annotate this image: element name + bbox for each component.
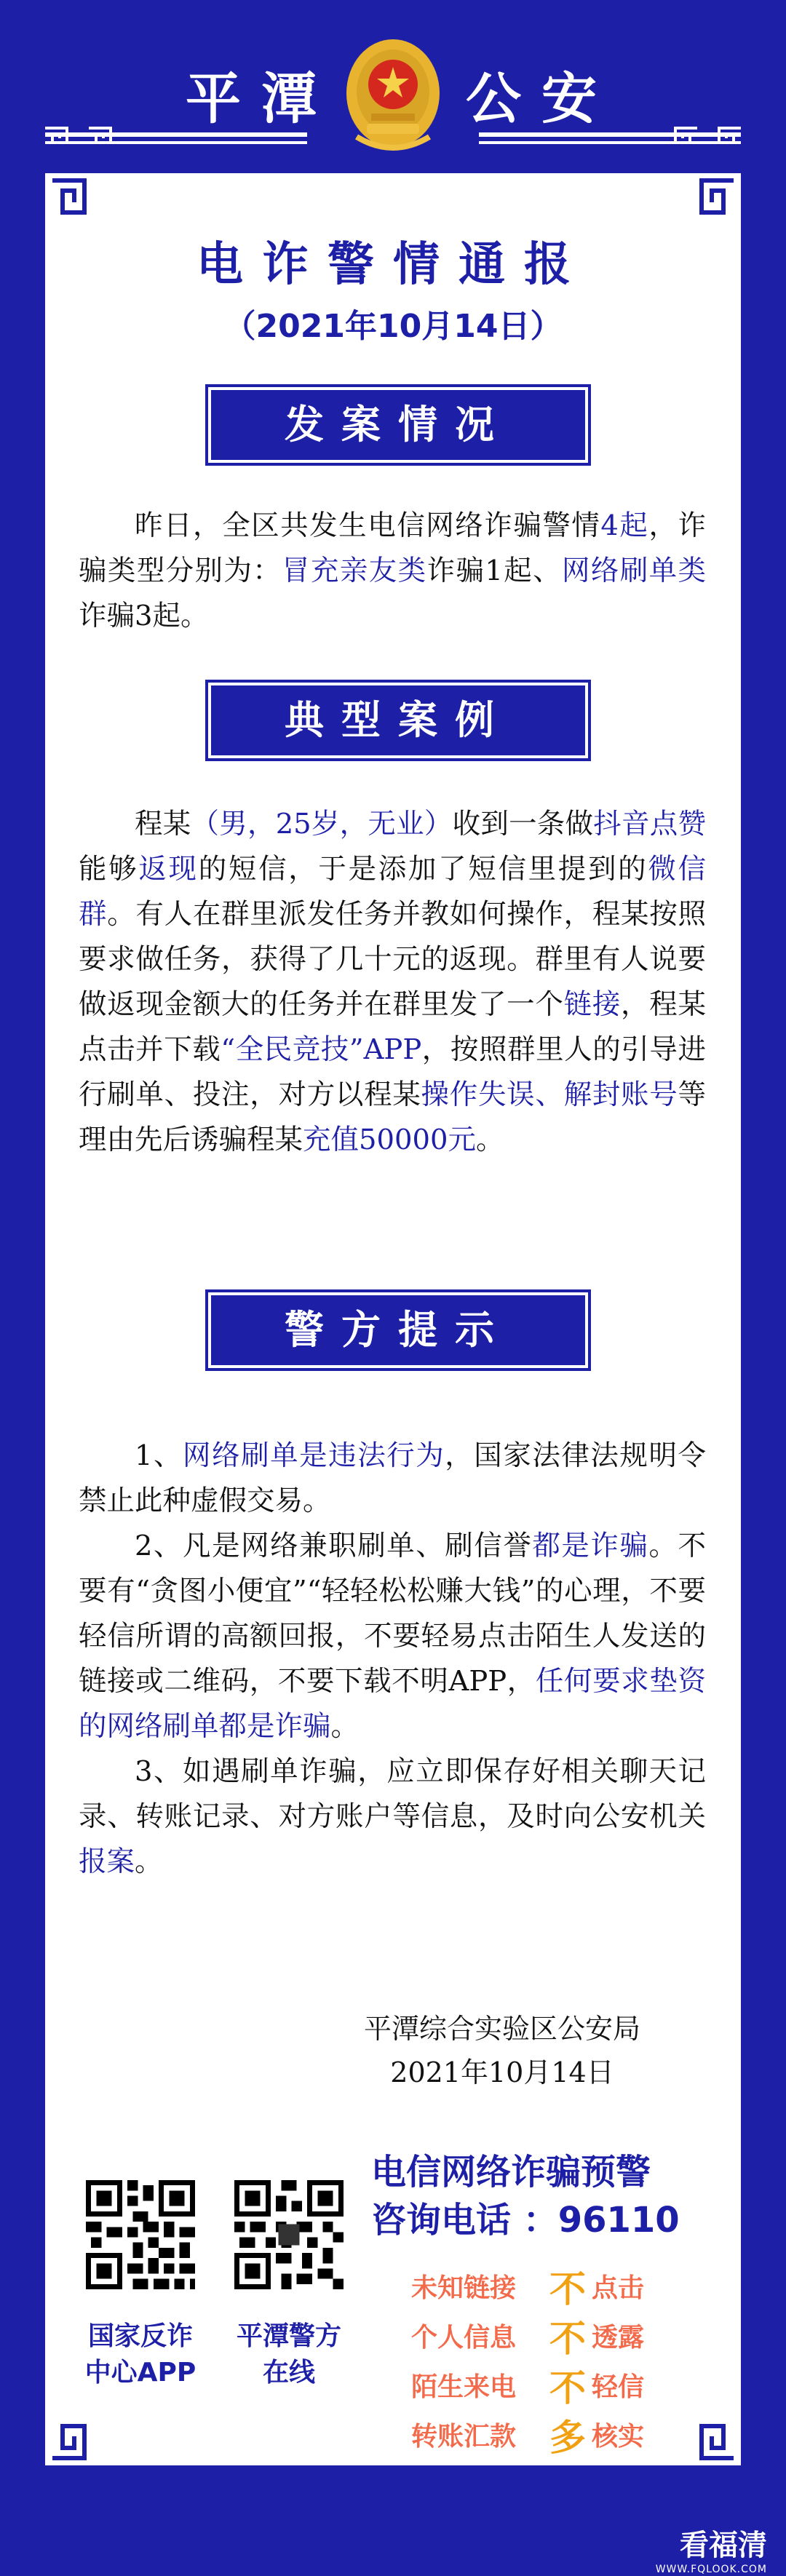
text: 程某 bbox=[135, 808, 191, 840]
text: 。 bbox=[135, 1845, 163, 1878]
warning-subject: 陌生来电 bbox=[411, 2372, 517, 2402]
police-emblem-icon bbox=[342, 35, 444, 151]
warning-action: 核实 bbox=[592, 2422, 645, 2452]
highlight: 任何要求垫资的网络刷单都是诈骗 bbox=[79, 1665, 706, 1743]
section-header-incidents bbox=[211, 390, 585, 460]
text: 等理由先后诱骗程某 bbox=[79, 1078, 706, 1156]
police-tips-text bbox=[79, 1434, 706, 1885]
text: 诈骗1起、 bbox=[426, 554, 562, 587]
text: 。 bbox=[330, 1710, 360, 1743]
qr-code-pingtan-police[interactable] bbox=[234, 2180, 344, 2289]
watermark-logo bbox=[656, 2522, 767, 2575]
watermark-text: 看福清 bbox=[680, 2529, 767, 2562]
warning-row bbox=[411, 2263, 702, 2310]
qr-label-line: 国家反诈 bbox=[87, 2321, 193, 2351]
warning-action: 点击 bbox=[592, 2273, 645, 2303]
warning-action: 轻信 bbox=[592, 2372, 645, 2402]
section-label: 典型案例 bbox=[285, 697, 512, 743]
typical-case-text bbox=[79, 802, 706, 1163]
warning-subject: 未知链接 bbox=[411, 2273, 517, 2303]
text: ，按照群里人的引导进行刷单、投注，对方以程某 bbox=[79, 1033, 706, 1111]
watermark-url: WWW.FQLOOK.COM bbox=[655, 2564, 767, 2575]
highlight: 4起 bbox=[600, 509, 649, 542]
highlight: 返现 bbox=[138, 853, 199, 886]
text: ，国家法律法规明令禁止此种虚假交易。 bbox=[79, 1439, 706, 1517]
highlight: （男，25岁，无业） bbox=[191, 808, 453, 840]
warning-subject: 个人信息 bbox=[411, 2323, 517, 2353]
qr-label-line: 平潭警方 bbox=[236, 2321, 341, 2351]
header-decoration-right bbox=[479, 122, 741, 148]
text: 能够 bbox=[79, 853, 139, 886]
warning-glyph: 不 bbox=[549, 2268, 586, 2310]
highlight: 冒充亲友类 bbox=[282, 554, 427, 587]
text: ，程某点击并下载 bbox=[79, 988, 706, 1066]
qr-label-line: 在线 bbox=[262, 2358, 315, 2388]
section-label: 发案情况 bbox=[285, 402, 512, 448]
header-decoration-left bbox=[45, 122, 307, 148]
text: 2、凡是网络兼职刷单、刷信誉 bbox=[135, 1530, 533, 1562]
text: 1、 bbox=[135, 1439, 183, 1472]
warning-glyph: 不 bbox=[549, 2318, 586, 2360]
highlight: 操作失误、解封账号 bbox=[421, 1078, 678, 1111]
qr-code-anti-fraud-app[interactable] bbox=[86, 2180, 195, 2289]
report-date: （2021年10月14日） bbox=[223, 308, 563, 345]
signature-org: 平潭综合实验区公安局 bbox=[363, 2013, 640, 2045]
fraud-warning-title bbox=[371, 2148, 735, 2244]
text: 。不要有“贪图小便宜”“轻轻松松赚大钱”的心理，不要轻信所谓的高额回报，不要轻易点击陌生人发送的链接或二维码，不要下载不明APP， bbox=[79, 1530, 706, 1698]
highlight: 都是诈骗 bbox=[532, 1530, 649, 1562]
highlight: 报案 bbox=[79, 1845, 135, 1878]
text: ，诈骗类型分别为： bbox=[79, 509, 706, 587]
highlight: 微信群 bbox=[79, 853, 706, 931]
warning-action: 透露 bbox=[592, 2323, 645, 2353]
hotline: 咨询电话 ：96110 bbox=[371, 2200, 680, 2241]
incident-summary bbox=[79, 504, 706, 639]
text: 3、如遇刷单诈骗，应立即保存好相关聊天记录、转账记录、对方账户等信息，及时向公安机关 bbox=[79, 1755, 706, 1833]
signature-date: 2021年10月14日 bbox=[390, 2056, 614, 2088]
tip-3 bbox=[79, 1749, 706, 1885]
warning-glyph: 多 bbox=[549, 2417, 586, 2459]
text: 诈骗3起。 bbox=[79, 600, 209, 632]
highlight: 抖音点赞 bbox=[593, 808, 706, 840]
qr-label-anti-fraud-app bbox=[68, 2318, 213, 2391]
warning-subject: 转账汇款 bbox=[411, 2422, 517, 2452]
text: 。有人在群里派发任务并教如何操作，程某按照要求做任务，获得了几十元的返现。群里有人说要做返现金额大的任务并在群里发了一个 bbox=[79, 898, 706, 1021]
corner-ornament-top-right bbox=[694, 176, 738, 220]
highlight: 网络刷单类 bbox=[561, 554, 706, 587]
highlight: 链接 bbox=[563, 988, 622, 1021]
header-left-text: 平潭 bbox=[186, 66, 337, 131]
signature bbox=[0, 2007, 786, 2094]
highlight: 网络刷单是违法行为 bbox=[183, 1439, 445, 1472]
section-header-typical-case bbox=[211, 685, 585, 755]
header bbox=[0, 0, 786, 160]
corner-ornament-top-left bbox=[48, 176, 92, 220]
warning-row bbox=[411, 2362, 702, 2409]
qr-label-pingtan-police bbox=[216, 2318, 362, 2391]
corner-ornament-bottom-left bbox=[48, 2419, 92, 2462]
warning-title-line: 电信网络诈骗预警 bbox=[371, 2152, 651, 2193]
text: 的短信，于是添加了短信里提到的 bbox=[198, 853, 648, 886]
page-title: 电诈警情通报 bbox=[196, 238, 590, 292]
text: 。 bbox=[476, 1124, 504, 1156]
highlight: “全民竞技”APP bbox=[221, 1033, 422, 1066]
warning-row bbox=[411, 2412, 702, 2459]
section-header-police-tips bbox=[211, 1295, 585, 1365]
section-label: 警方提示 bbox=[285, 1307, 512, 1353]
header-right-text: 公安 bbox=[466, 66, 617, 131]
warning-glyph: 不 bbox=[549, 2367, 586, 2409]
tip-2 bbox=[79, 1524, 706, 1749]
text: 昨日，全区共发生电信网络诈骗警情 bbox=[135, 509, 601, 542]
qr-label-line: 中心APP bbox=[84, 2358, 196, 2388]
highlight: 充值50000元 bbox=[303, 1124, 476, 1156]
warning-row bbox=[411, 2313, 702, 2360]
tip-1 bbox=[79, 1434, 706, 1524]
text: 收到一条做 bbox=[452, 808, 594, 840]
